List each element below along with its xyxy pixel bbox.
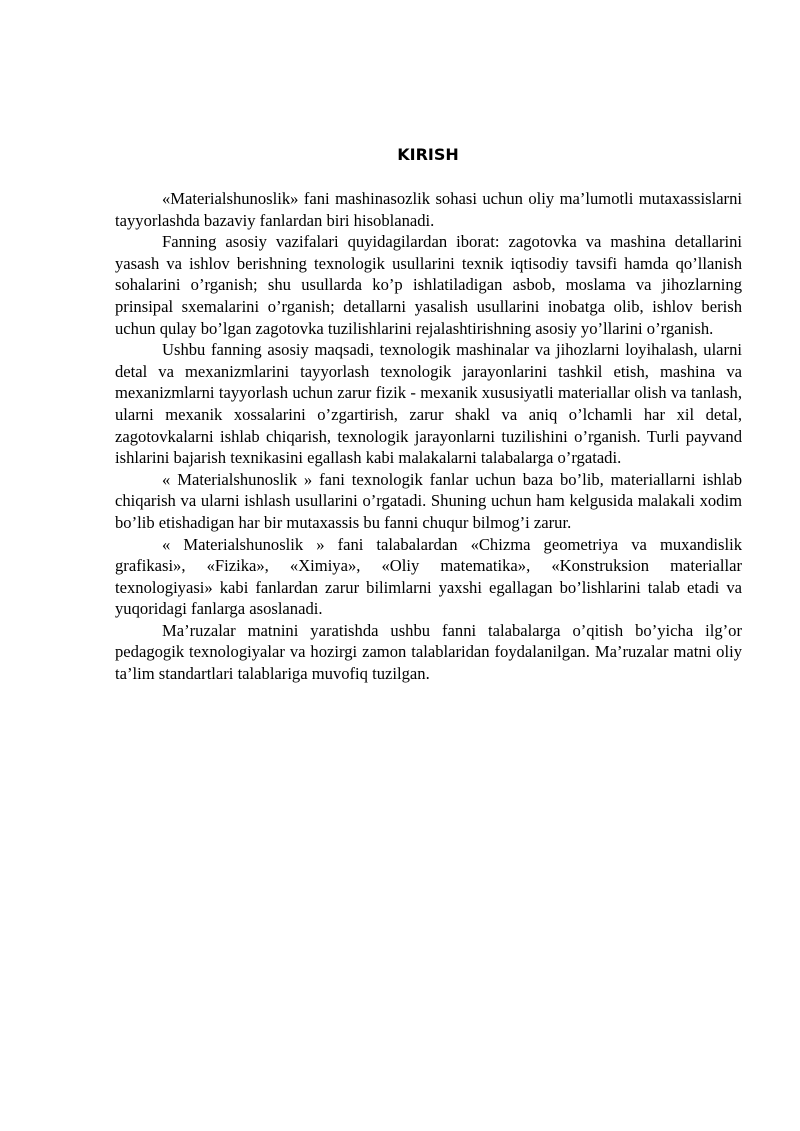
- paragraph-4: « Materialshunoslik » fani texnologik fanlar uchun baza bo’lib, materiallarni ishlab chiqarish va ularni ishlash usullarini o’rgatadi. Shuning uchun ham kelgusida malakali xodim bo’lib etishadigan har bir mutaxassis bu fanni chuqur bilmog’i zarur.: [115, 469, 742, 532]
- paragraph-2: Fanning asosiy vazifalari quyidagilardan iborat: zagotovka va mashina detallarini yasash va ishlov berishning texnologik usullarini texnik iqtisodiy tavsifi hamda qo’llanish sohalarini o’rganish; shu usullarda ko’p ishlatiladigan asbob, moslama va jihozlarning prinsipal sxemalarini o’rganish; detallarni yasalish usullarini inobatga olib, ishlov berish uchun qulay bo’lgan zagotovka tuzilishlarini rejalashtirishning asosiy yo’llarini o’rganish.: [115, 232, 742, 338]
- paragraph-6: Ma’ruzalar matnini yaratishda ushbu fanni talabalarga o’qitish bo’yicha ilg’or pedagogik texnologiyalar va hozirgi zamon talablaridan foydalanilgan. Ma’ruzalar matni oliy ta’lim standartlari talablariga muvofiq tuzilgan.: [115, 620, 742, 684]
- document-body: [115, 188, 742, 685]
- paragraph-3: Ushbu fanning asosiy maqsadi, texnologik mashinalar va jihozlarni loyihalash, ularni detal va mexanizmlarini tayyorlash texnologik jarayonlarini tashkil etish, mashina va mexanizmlarni tayyorlash uchun zarur fizik - mexanik xususiyatli materiallar olish va tanlash, ularni mexanik xossalarini o’zgartirish, zarur shakl va aniq o’lchamli har xil detal, zagotovkalarni ishlab chiqarish, texnologik jarayonlarni tuzilishini o’rganish. Turli payvand ishlarini bajarish texnikasini egallash kabi malakalarni talabalarga o’rgatadi.: [115, 340, 742, 468]
- page-title: KIRISH: [397, 145, 459, 164]
- paragraph-1: «Materialshunoslik» fani mashinasozlik sohasi uchun oliy ma’lumotli mutaxassislarni tayyorlashda bazaviy fanlardan biri hisoblanadi.: [115, 189, 742, 230]
- paragraph-5: « Materialshunoslik » fani talabalardan «Chizma geometriya va muxandislik grafikasi», «Fizika», «Ximiya», «Oliy matematika», «Konstruksion materiallar texnologiyasi» kabi fanlardan zarur bilimlarni yaxshi egallagan bo’lishlarini talab etadi va yuqoridagi fanlarga asoslanadi.: [115, 534, 742, 619]
